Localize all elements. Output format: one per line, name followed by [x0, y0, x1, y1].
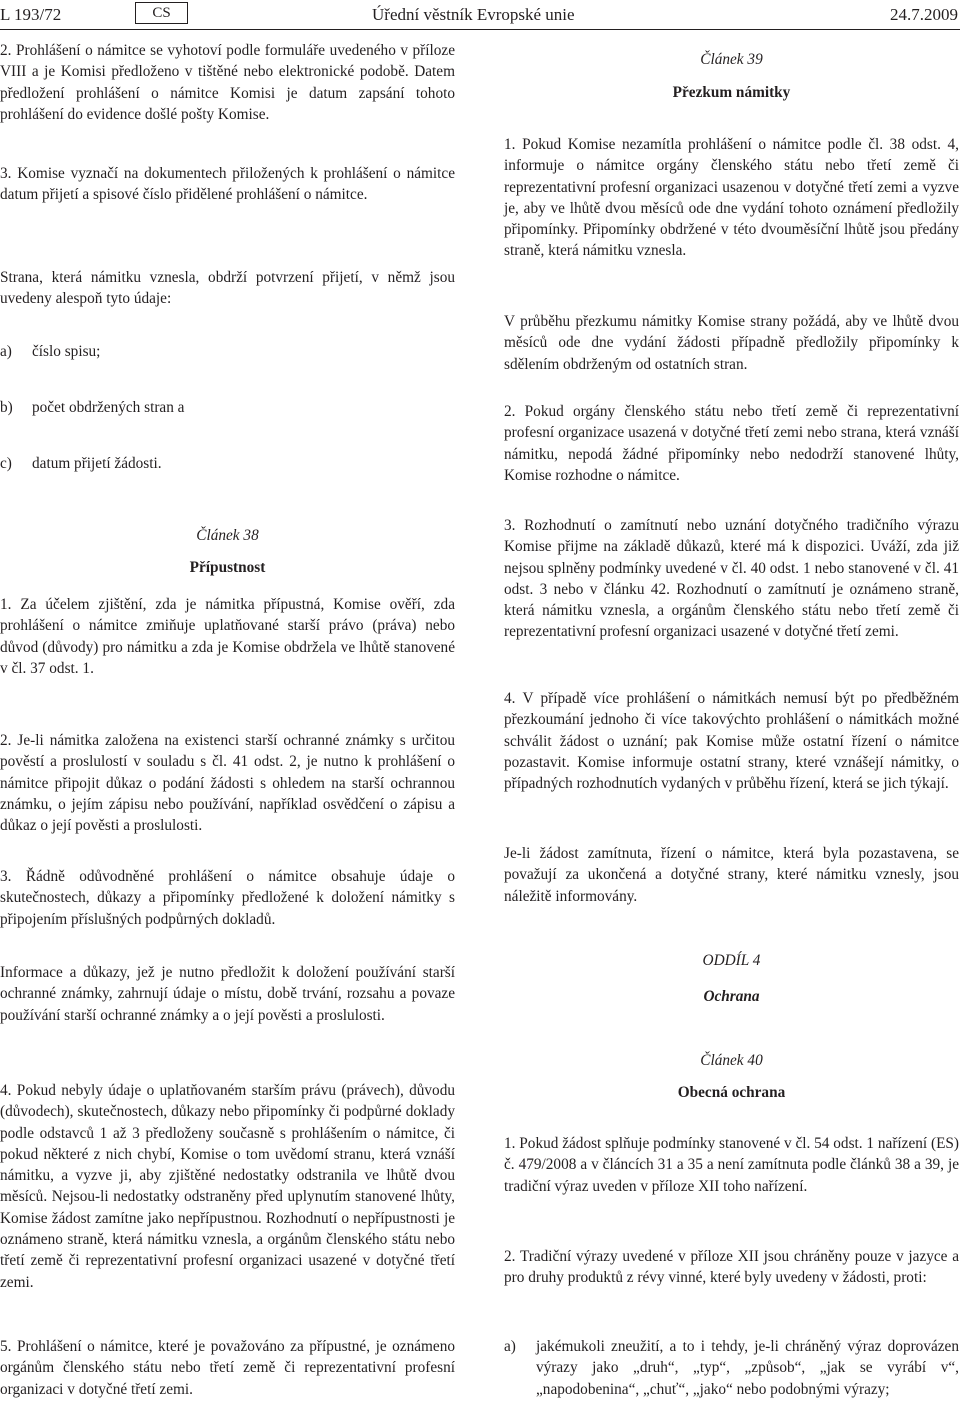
publication-date: 24.7.2009	[890, 5, 958, 24]
list-item-text: číslo spisu;	[32, 343, 101, 360]
article-40-number: Článek 40	[700, 1052, 763, 1069]
list-item	[504, 1336, 959, 1400]
list-item-label: c)	[0, 455, 12, 472]
list-item-text: jakémukoli zneužití, a to i tehdy, je-li chráněný výraz doprovázen výrazy jako „druh“, „typ“, „způsob“, „jak se vyrábí v“, „napodobenina“, „chuť“, „jako“ nebo podobnými výrazy;	[536, 1338, 959, 1398]
section-4-title: Ochrana	[703, 988, 760, 1005]
article-40-paragraph-2: 2. Tradiční výrazy uvedené v příloze XII jsou chráněny pouze v jazyce a pro druhy produktů z révy vinné, které byly uvedeny v žádosti, proti:	[504, 1248, 959, 1287]
article-39-number: Článek 39	[700, 51, 763, 68]
article-38-paragraph-1: 1. Za účelem zjištění, zda je námitka přípustná, Komise ověří, zda prohlášení o námitce zmiňuje uplatňované starší právo (práva) nebo důvod (důvody) pro námitku a zda je Komise obdržela ve lhůtě stanovené v čl. 37 odst. 1.	[0, 596, 455, 677]
article-38-paragraph-4: 4. Pokud nebyly údaje o uplatňovaném starším právu (právech), důvodu (důvodech), skutečnostech, důkazy nebo připomínky či podpůrné doklady podle odstavců 1 až 3 předloženy současně s prohlášením o námitce, či pokud některé z nich chybí, Komise o tom uvědomí stranu, která vznáší námitku, a vyzve ji, aby zjištěné nedostatky odstranila ve lhůtě dvou měsíců. Nejsou-li nedostatky odstraněny před uplynutím stanovené lhůty, Komise žádost zamítne jako nepřípustnou. Rozhodnutí o nepřípustnosti je oznámeno straně, která námitku vznesla, a orgánům členského státu nebo třetí země či reprezentativní profesní organizaci usazené v dotyčné třetí zemi.	[0, 1082, 455, 1291]
article-39-paragraph-1-continued: V průběhu přezkumu námitky Komise strany požádá, aby ve lhůtě dvou měsíců ode dne vydání žádosti případně předložily připomínky k sdělením obdrženým od ostatních stran.	[504, 313, 959, 373]
list-item	[0, 341, 455, 362]
article-38-number: Článek 38	[196, 527, 259, 544]
page-number: L 193/72	[0, 5, 62, 24]
list-item-text: datum přijetí žádosti.	[32, 455, 162, 472]
article-39-paragraph-4-continued: Je-li žádost zamítnuta, řízení o námitce, která byla pozastavena, se považují za ukončená a dotyčné strany, které námitku vznesly, jsou náležitě informovány.	[504, 845, 959, 905]
article-40-paragraph-1: 1. Pokud žádost splňuje podmínky stanovené v čl. 54 odst. 1 nařízení (ES) č. 479/2008 a v článcích 31 a 35 a není zamítnuta podle článků 38 a 39, je tradiční výraz uveden v příloze XII toho nařízení.	[504, 1135, 960, 1195]
paragraph-form: 2. Prohlášení o námitce se vyhotoví podle formuláře uvedeného v příloze VIII a je Komisi předloženo v tištěné nebo elektronické podobě. Datem předložení prohlášení o námitce Komisi je datum zapsání tohoto prohlášení do evidence došlé pošty Komise.	[0, 42, 455, 123]
section-4-number: ODDÍL 4	[702, 952, 761, 969]
list-item-label: b)	[0, 399, 13, 416]
list-item	[0, 397, 455, 418]
article-39-paragraph-1: 1. Pokud Komise nezamítla prohlášení o námitce podle čl. 38 odst. 4, informuje o námitce orgány členského státu nebo třetí země či reprezentativní profesní organizaci usazenou v dotyčné třetí zemi a vyzve je, aby ve lhůtě dvou měsíců ode dne vydání tohoto oznámení předložily připomínky. Připomínky obdržené v této dvouměsíční lhůtě jsou předány straně, která námitku vznesla.	[504, 136, 959, 260]
paragraph-marking: 3. Komise vyznačí na dokumentech přiložených k prohlášení o námitce datum přijetí a spisové číslo přidělené prohlášení o námitce.	[0, 165, 455, 204]
article-40-title: Obecná ochrana	[677, 1084, 786, 1101]
article-38-paragraph-5: 5. Prohlášení o námitce, které je považováno za přípustné, je oznámeno orgánům členského státu nebo třetí země či reprezentativní profesní organizaci v dotyčné třetí zemi.	[0, 1338, 455, 1398]
article-39-title: Přezkum námitky	[672, 84, 791, 101]
article-39-paragraph-2: 2. Pokud orgány členského státu nebo třetí země či reprezentativní profesní organizace usazená v dotyčné třetí zemi nebo strana, která vznáší námitku, nepodá žádné připomínky nebo nedodrží stanovené lhůty, Komise rozhodne o námitce.	[504, 403, 959, 484]
list-item-label: a)	[0, 343, 12, 360]
list-item	[0, 453, 455, 474]
article-38-paragraph-2: 2. Je-li námitka založena na existenci starší ochranné známky s určitou pověstí a proslulostí v souladu s čl. 41 odst. 2, je nutno k prohlášení o námitce připojit důkaz o podání žádosti s ohledem na starší ochrannou známku, o jejím zápisu nebo používání, například osvědčení o zápisu a důkaz o její pověsti a proslulosti.	[0, 732, 455, 835]
article-38-evidence-info: Informace a důkazy, jež je nutno předložit k doložení používání starší ochranné známky, zahrnují údaje o místu, době trvání, rozsahu a povaze používání starší ochranné známky a o její pověsti a proslulosti.	[0, 964, 455, 1024]
journal-title: Úřední věstník Evropské unie	[372, 5, 575, 24]
paragraph-confirmation: Strana, která námitku vznesla, obdrží potvrzení přijetí, v němž jsou uvedeny alespoň tyto údaje:	[0, 269, 455, 308]
article-39-paragraph-4: 4. V případě více prohlášení o námitkách nemusí být po předběžném přezkoumání jednoho či více takovýchto prohlášení o námitkách možné schválit žádost o uznání; pak Komise může ostatní řízení o námitce pozastavit. Komise informuje ostatní strany, které vznášejí námitky, o případných rozhodnutích vydaných v průběhu řízení, která se jich týkají.	[504, 690, 959, 793]
article-38-title: Přípustnost	[189, 559, 266, 576]
article-38-paragraph-3: 3. Řádně odůvodněné prohlášení o námitce obsahuje údaje o skutečnostech, důkazy a připomínky předložené k doložení námitky s připojením příslušných podpůrných dokladů.	[0, 868, 455, 928]
list-item-text: počet obdržených stran a	[32, 399, 185, 416]
language-code-box: CS	[135, 2, 188, 24]
header-rule	[0, 29, 960, 30]
list-item-label: a)	[504, 1338, 516, 1355]
article-39-paragraph-3: 3. Rozhodnutí o zamítnutí nebo uznání dotyčného tradičního výrazu Komise přijme na základě důkazů, které má k dispozici. Uváží, zda již nejsou splněny podmínky uvedené v čl. 40 odst. 1 nebo stanovené v čl. 41 odst. 3 nebo v článku 42. Rozhodnutí o zamítnutí je oznámeno straně, která námitku vznesla, a orgánům členského státu nebo třetí země či reprezentativní profesní organizaci usazené v dotyčné třetí zemi.	[504, 517, 959, 641]
